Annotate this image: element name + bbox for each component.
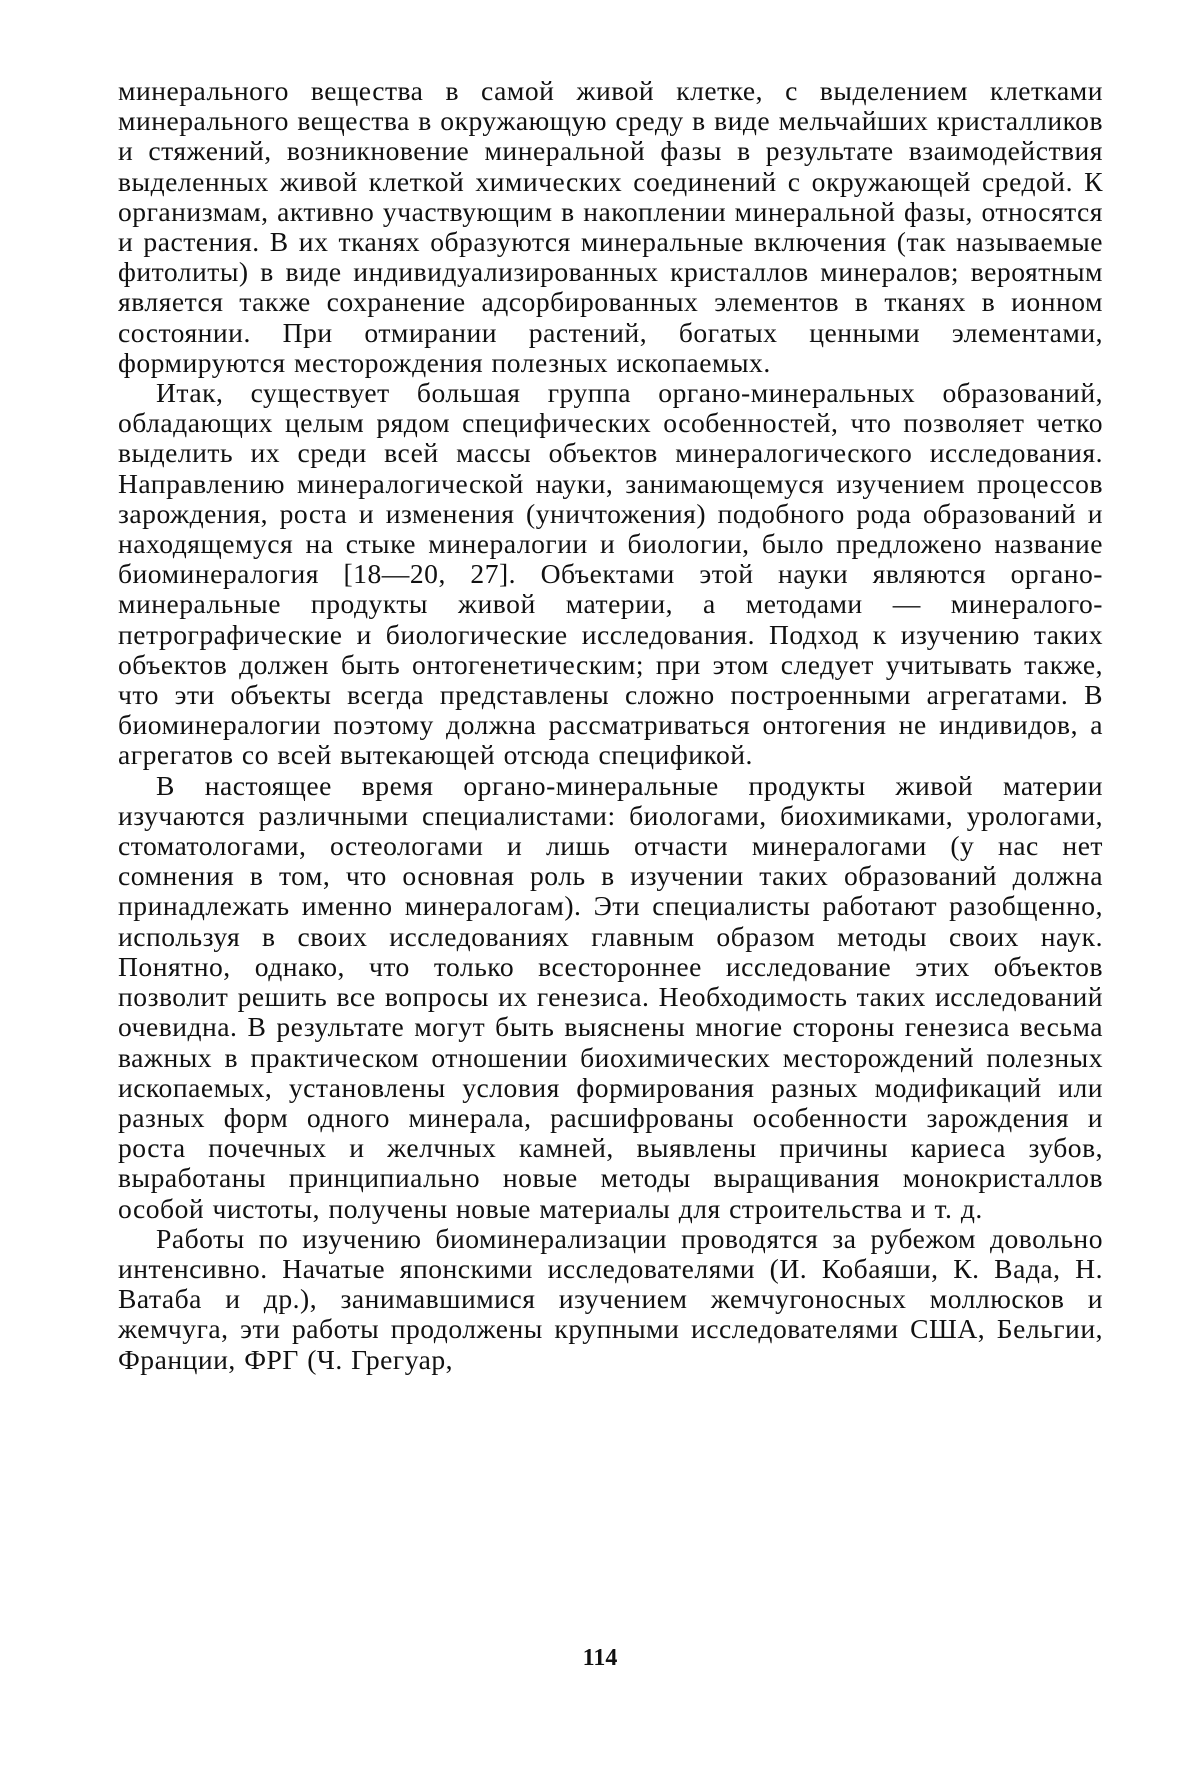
paragraph-1: минерального вещества в самой живой клетке, с выделением клетками минерального вещества в окружающую среду в виде мельчайших кристалликов и стяжений, возникновение минеральной фазы в результате взаимодействия выделенных живой клеткой химических соединений с окружающей средой. К организмам, активно участвующим в накоплении минеральной фазы, относятся и растения. В их тканях образуются минеральные включения (так называемые фитолиты) в виде индивидуализированных кристаллов минералов; вероятным является также сохранение адсорбированных элементов в тканях в ионном состоянии. При отмирании растений, богатых ценными элементами, формируются месторождения полезных ископаемых. (118, 75, 1103, 378)
page-body (118, 76, 1103, 1375)
paragraph-2: Итак, существует большая группа органо-минеральных образований, обладающих целым рядом специфических особенностей, что позволяет четко выделить их среди всей массы объектов минералогического исследования. Направлению минералогической науки, занимающемуся изучением процессов зарождения, роста и изменения (уничтожения) подобного рода образований и находящемуся на стыке минералогии и биологии, было предложено название биоминералогия [18—20, 27]. Объектами этой науки являются органо-минеральные продукты живой материи, а методами — минералого-петрографические и биологические исследования. Подход к изучению таких объектов должен быть онтогенетическим; при этом следует учитывать также, что эти объекты всегда представлены сложно построенными агрегатами. В биоминералогии поэтому должна рассматриваться онтогения не индивидов, а агрегатов со всей вытекающей отсюда спецификой. (118, 377, 1103, 771)
paragraph-4: Работы по изучению биоминерализации проводятся за рубежом довольно интенсивно. Начатые японскими исследователями (И. Кобаяши, К. Вада, Н. Ватаба и др.), занимавшимися изучением жемчугоносных моллюсков и жемчуга, эти работы продолжены крупными исследователями США, Бельгии, Франции, ФРГ (Ч. Грегуар, (118, 1222, 1103, 1375)
paragraph-3: В настоящее время органо-минеральные продукты живой материи изучаются различными специалистами: биологами, биохимиками, урологами, стоматологами, остеологами и лишь отчасти минералогами (у нас нет сомнения в том, что основная роль в изучении таких образований должна принадлежать именно минералогам). Эти специалисты работают разобщенно, используя в своих исследованиях главным образом методы своих наук. Понятно, однако, что только всестороннее исследование этих объектов позволит решить все вопросы их генезиса. Необходимость таких исследований очевидна. В результате могут быть выяснены многие стороны генезиса весьма важных в практическом отношении биохимических месторождений полезных ископаемых, установлены условия формирования разных модификаций или разных форм одного минерала, расшифрованы особенности зарождения и роста почечных и желчных камней, выявлены причины кариеса зубов, выработаны принципиально новые методы выращивания монокристаллов особой чистоты, получены новые материалы для строительства и т. д. (118, 769, 1103, 1224)
page-number: 114 (582, 1645, 618, 1671)
